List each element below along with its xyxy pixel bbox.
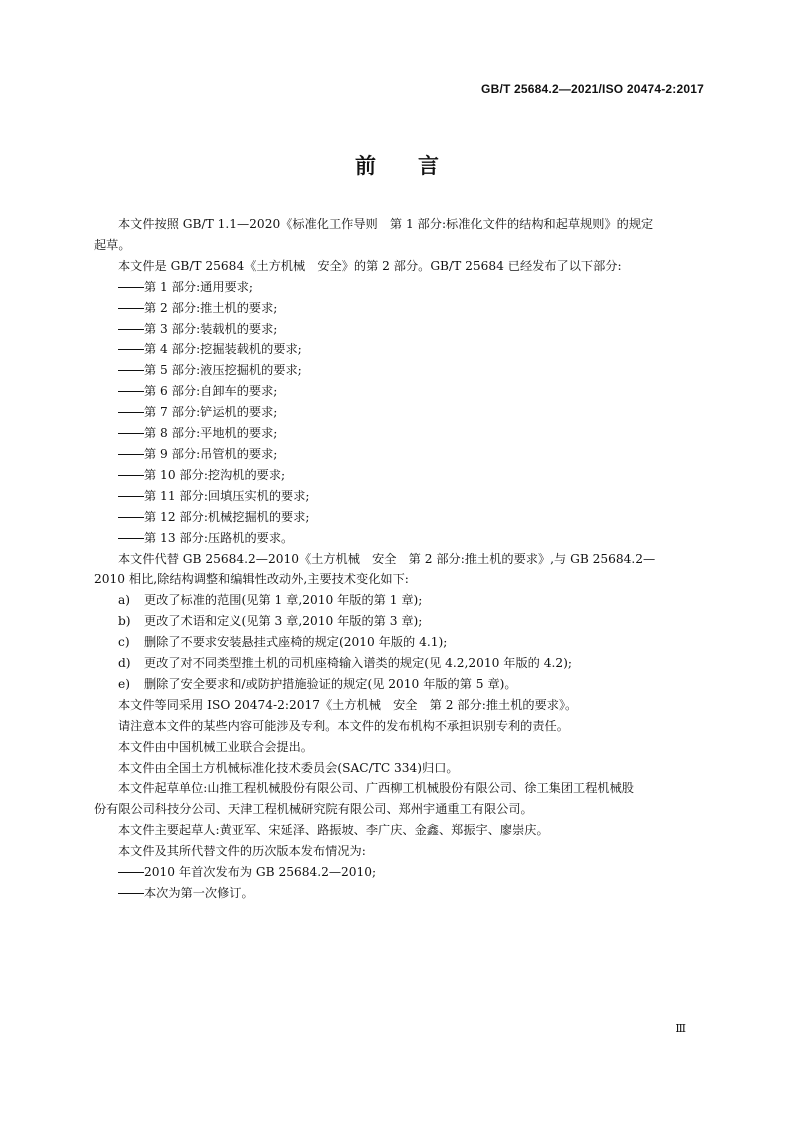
list-item: 第 5 部分:液压挖掘机的要求; — [118, 360, 704, 381]
list-item: 第 9 部分:吊管机的要求; — [118, 444, 704, 465]
list-item: e) 删除了安全要求和/或防护措施验证的规定(见 2010 年版的第 5 章)。 — [118, 676, 517, 691]
dash-icon — [118, 412, 144, 413]
dash-icon — [118, 893, 144, 894]
list-item: 第 8 部分:平地机的要求; — [118, 423, 704, 444]
dash-icon — [118, 329, 144, 330]
list-item: 第 12 部分:机械挖掘机的要求; — [118, 507, 704, 528]
changes-list — [118, 590, 704, 695]
list-item: 第 1 部分:通用要求; — [118, 277, 704, 298]
dash-icon — [118, 475, 144, 476]
dash-icon — [118, 349, 144, 350]
parts-list — [118, 277, 704, 549]
dash-icon — [118, 454, 144, 455]
dash-icon — [118, 370, 144, 371]
paragraph-drafters: 本文件主要起草人:黄亚军、宋延泽、路振坡、李广庆、金鑫、郑振宇、廖崇庆。 — [118, 823, 549, 838]
page-number: Ⅲ — [675, 1022, 686, 1035]
list-item: c) 删除了不要求安装悬挂式座椅的规定(2010 年版的 4.1); — [118, 635, 448, 650]
dash-icon — [118, 308, 144, 309]
paragraph-line: 本文件代替 GB 25684.2—2010《土方机械 安全 第 2 部分:推土机的要求》,与 GB 25684.2— — [118, 551, 656, 566]
standard-code-header: GB/T 25684.2—2021/ISO 20474-2:2017 — [481, 82, 704, 96]
paragraph-line: 2010 相比,除结构调整和编辑性改动外,主要技术变化如下: — [94, 572, 409, 587]
paragraph-drafting-units — [94, 778, 704, 820]
history-list — [118, 862, 704, 904]
paragraph-line: 起草。 — [94, 237, 131, 252]
list-item: 本次为第一次修订。 — [118, 883, 704, 904]
paragraph-parts-intro: 本文件是 GB/T 25684《土方机械 安全》的第 2 部分。GB/T 25684 已经发布了以下部分: — [118, 258, 622, 273]
list-item: b) 更改了术语和定义(见第 3 章,2010 年版的第 3 章); — [118, 614, 423, 629]
foreword-body — [94, 214, 704, 904]
paragraph-proposed: 本文件由中国机械工业联合会提出。 — [118, 739, 313, 754]
dash-icon — [118, 872, 144, 873]
paragraph-patent: 请注意本文件的某些内容可能涉及专利。本文件的发布机构不承担识别专利的责任。 — [118, 718, 569, 733]
dash-icon — [118, 391, 144, 392]
paragraph-history: 本文件及其所代替文件的历次版本发布情况为: — [118, 844, 366, 859]
list-item: 第 2 部分:推土机的要求; — [118, 298, 704, 319]
dash-icon — [118, 538, 144, 539]
list-item: 2010 年首次发布为 GB 25684.2—2010; — [118, 862, 704, 883]
page-title: 前言 — [355, 154, 481, 178]
dash-icon — [118, 433, 144, 434]
list-item: 第 11 部分:回填压实机的要求; — [118, 486, 704, 507]
dash-icon — [118, 496, 144, 497]
paragraph-line: 本文件按照 GB/T 1.1—2020《标准化工作导则 第 1 部分:标准化文件的结构和起草规则》的规定 — [118, 217, 654, 231]
paragraph-drafting-rules — [94, 214, 704, 256]
list-item: 第 6 部分:自卸车的要求; — [118, 381, 704, 402]
list-item: 第 7 部分:铲运机的要求; — [118, 402, 704, 423]
list-item: 第 3 部分:装载机的要求; — [118, 319, 704, 340]
list-item: 第 10 部分:挖沟机的要求; — [118, 465, 704, 486]
list-item: a) 更改了标准的范围(见第 1 章,2010 年版的第 1 章); — [118, 593, 423, 608]
dash-icon — [118, 287, 144, 288]
list-item: 第 4 部分:挖掘装载机的要求; — [118, 339, 704, 360]
paragraph-adoption: 本文件等同采用 ISO 20474-2:2017《土方机械 安全 第 2 部分:推土机的要求》。 — [118, 697, 578, 712]
dash-icon — [118, 517, 144, 518]
paragraph-line: 本文件起草单位:山推工程机械股份有限公司、广西柳工机械股份有限公司、徐工集团工程机械股 — [118, 781, 634, 796]
paragraph-managed: 本文件由全国土方机械标准化技术委员会(SAC/TC 334)归口。 — [118, 760, 459, 775]
paragraph-line: 份有限公司科技分公司、天津工程机械研究院有限公司、郑州宇通重工有限公司。 — [94, 802, 533, 817]
list-item: 第 13 部分:压路机的要求。 — [118, 528, 704, 549]
list-item: d) 更改了对不同类型推土机的司机座椅输入谱类的规定(见 4.2,2010 年版的 4.2); — [118, 656, 572, 671]
paragraph-replacement — [94, 549, 704, 591]
